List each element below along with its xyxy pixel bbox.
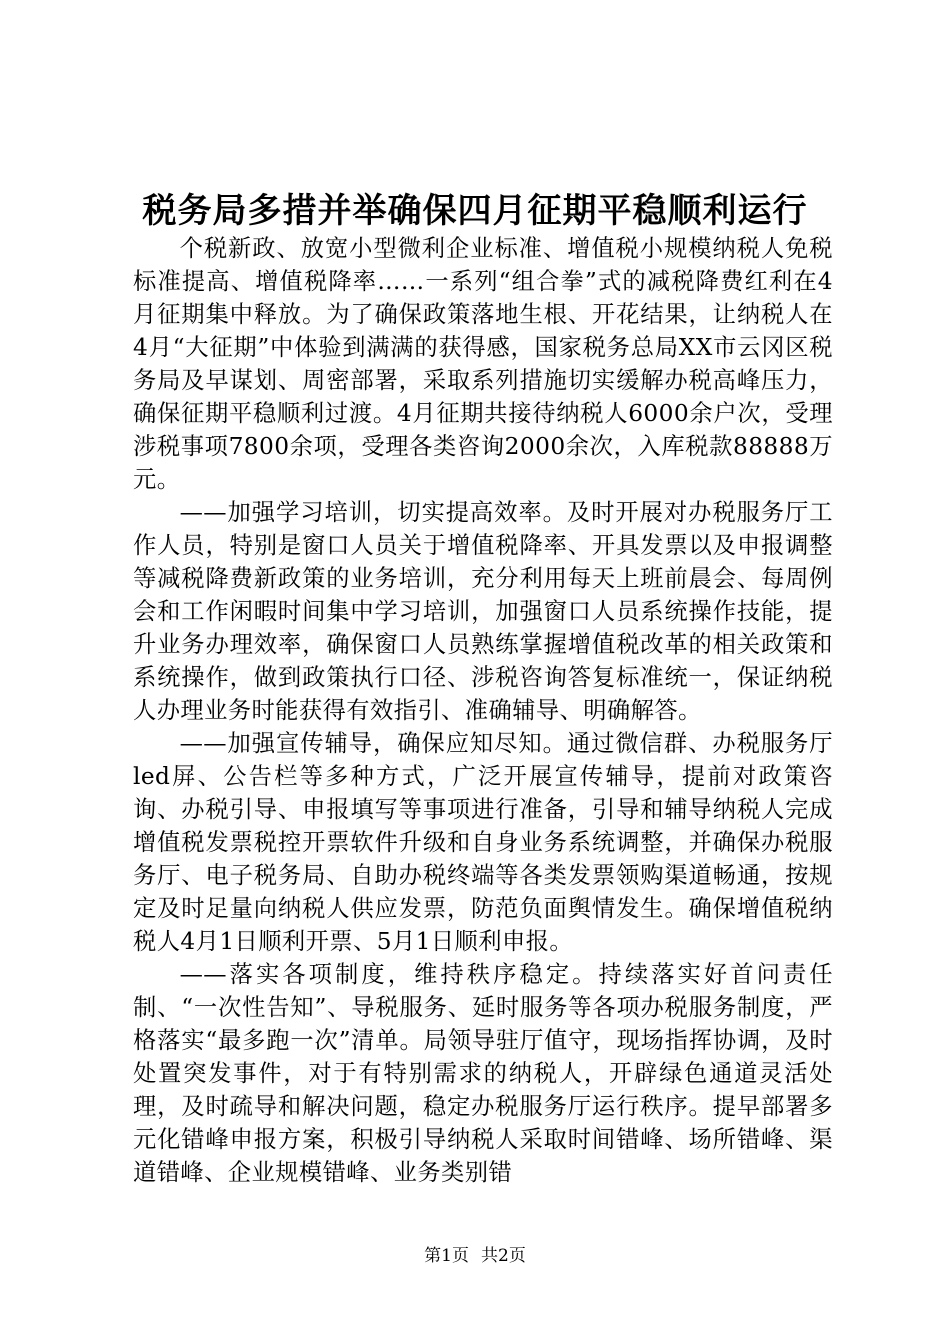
page-number: 第1页 [424,1246,469,1266]
paragraph-training: ——加强学习培训，切实提高效率。及时开展对办税服务厅工作人员，特别是窗口人员关于增值税降率、开具发票以及申报调整等减税降费新政策的业务培训，充分利用每天上班前晨会、每周例会和工作闲暇时间集中学习培训，加强窗口人员系统操作技能，提升业务办理效率，确保窗口人员熟练掌握增值税改革的相关政策和系统操作，做到政策执行口径、涉税咨询答复标准统一，保证纳税人办理业务时能获得有效指引、准确辅导、明确解答。 [133,499,833,724]
document-title: 税务局多措并举确保四月征期平稳顺利运行 [142,191,808,231]
page-total: 共2页 [481,1246,526,1266]
paragraph-publicity: ——加强宣传辅导，确保应知尽知。通过微信群、办税服务厅led屏、公告栏等多种方式，广泛开展宣传辅导，提前对政策咨询、办税引导、申报填写等事项进行准备，引导和辅导纳税人完成增值税发票税控开票软件升级和自身业务系统调整，并确保办税服务厅、电子税务局、自助办税终端等各类发票领购渠道畅通，按规定及时足量向纳税人供应发票，防范负面舆情发生。确保增值税纳税人4月1日顺利开票、5月1日顺利申报。 [133,730,833,955]
paragraph-intro: 个税新政、放宽小型微利企业标准、增值税小规模纳税人免税标准提高、增值税降率……一系列“组合拳”式的减税降费红利在4月征期集中释放。为了确保政策落地生根、开花结果，让纳税人在4月“大征期”中体验到满满的获得感，国家税务总局XX市云冈区税务局及早谋划、周密部署，采取系列措施切实缓解办税高峰压力，确保征期平稳顺利过渡。4月征期共接待纳税人6000余户次，受理涉税事项7800余项，受理各类咨询2000余次，入库税款88888万元。 [133,235,833,493]
document-body [133,232,833,1189]
page-footer [0,1244,950,1268]
paragraph-order: ——落实各项制度，维持秩序稳定。持续落实好首问责任制、“一次性告知”、导税服务、延时服务等各项办税服务制度，严格落实“最多跑一次”清单。局领导驻厅值守，现场指挥协调，及时处置突发事件，对于有特别需求的纳税人，开辟绿色通道灵活处理，及时疏导和解决问题，稳定办税服务厅运行秩序。提早部署多元化错峰申报方案，积极引导纳税人采取时间错峰、场所错峰、渠道错峰、企业规模错峰、业务类别错 [133,961,833,1186]
